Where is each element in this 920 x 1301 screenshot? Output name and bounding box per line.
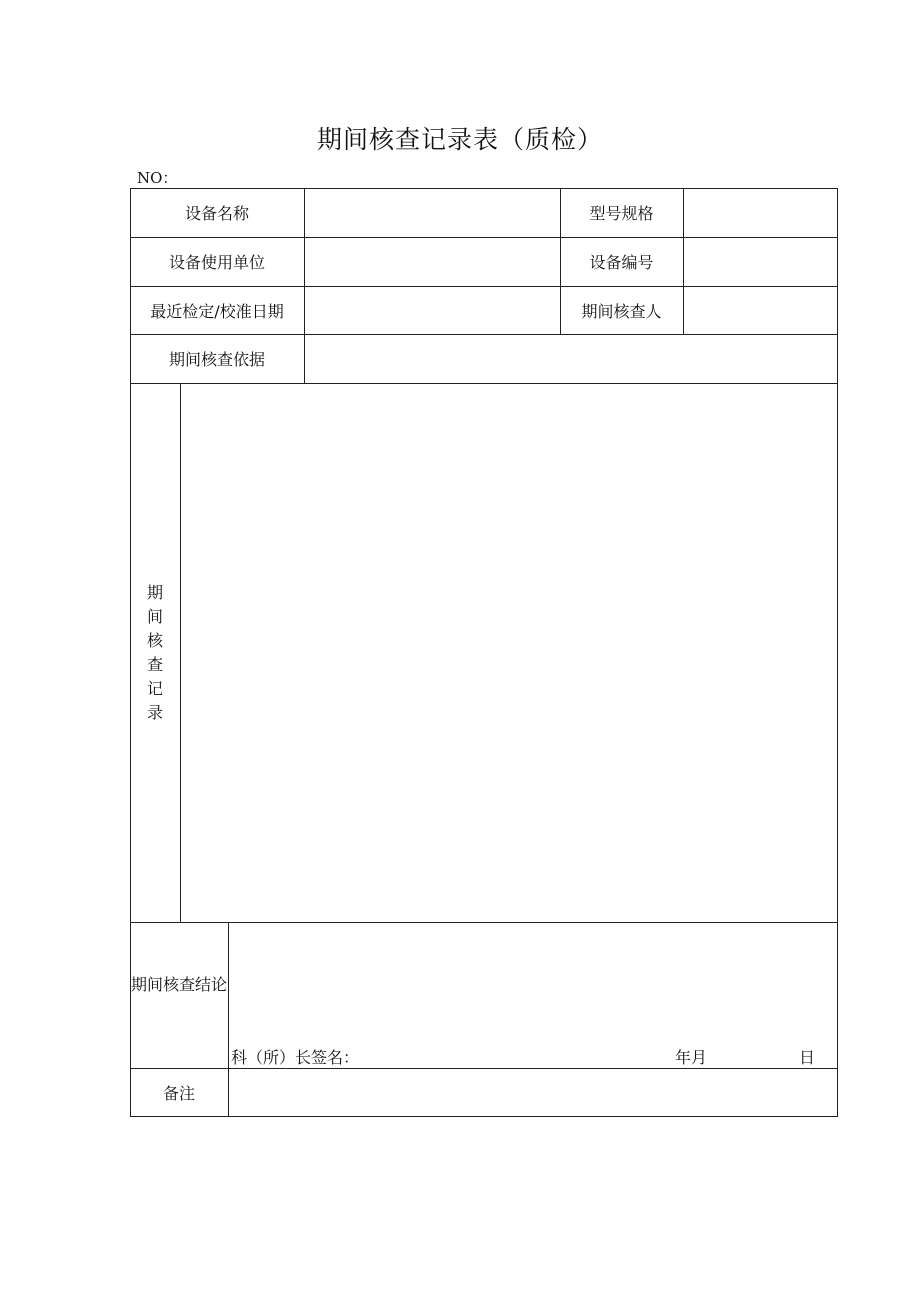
date-year-month-label: 年月 [675, 1048, 708, 1067]
checker-field[interactable] [684, 286, 838, 334]
form-number-label: NO： [137, 169, 178, 187]
record-field[interactable] [181, 384, 838, 922]
device-number-label: 设备编号 [589, 253, 654, 272]
record-label-char: 间 [146, 607, 163, 626]
record-label-char: 录 [146, 703, 163, 722]
record-label [130, 581, 180, 725]
remarks-field[interactable] [229, 1069, 838, 1117]
device-number-field[interactable] [684, 237, 838, 286]
remarks-label: 备注 [162, 1084, 195, 1103]
model-spec-field[interactable] [684, 188, 838, 237]
record-label-char: 期 [146, 583, 163, 602]
page-title: 期间核查记录表（质检） [316, 125, 603, 154]
user-unit-field[interactable] [305, 237, 560, 286]
signature-label: 科（所）长签名： [231, 1048, 360, 1067]
date-day-label: 日 [799, 1048, 816, 1067]
last-calibration-field[interactable] [305, 286, 560, 334]
device-name-field[interactable] [305, 188, 560, 237]
conclusion-field[interactable] [229, 923, 838, 1041]
record-label-char: 查 [146, 655, 163, 674]
last-calibration-label: 最近检定/校准日期 [150, 301, 284, 321]
basis-field[interactable] [305, 334, 838, 383]
device-name-label: 设备名称 [184, 204, 249, 223]
user-unit-label: 设备使用单位 [168, 253, 265, 272]
record-label-char: 记 [146, 679, 163, 698]
basis-label: 期间核查依据 [168, 350, 265, 369]
model-spec-label: 型号规格 [589, 204, 654, 223]
conclusion-label: 期间核查结论 [131, 975, 228, 994]
checker-label: 期间核查人 [581, 301, 662, 321]
record-label-char: 核 [146, 631, 163, 650]
